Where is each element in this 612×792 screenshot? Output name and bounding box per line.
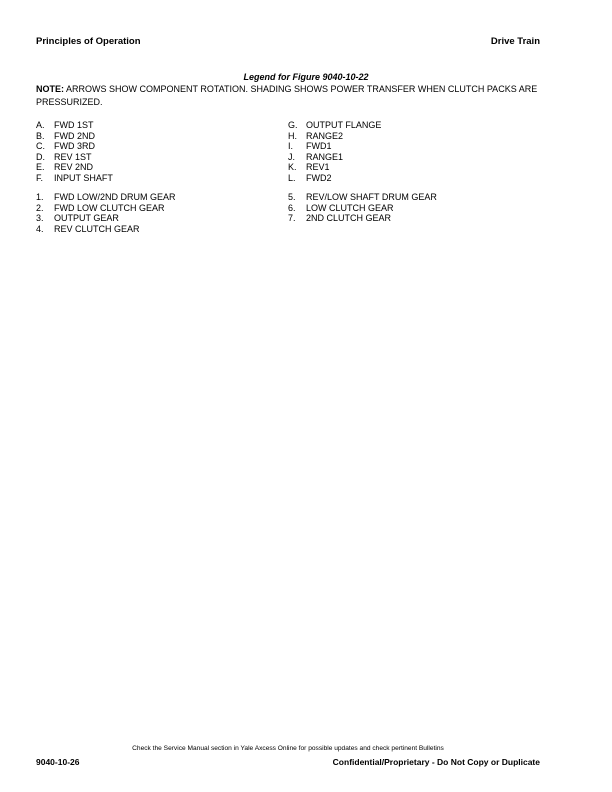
confidential-notice: Confidential/Proprietary - Do Not Copy or Duplicate (332, 757, 540, 767)
header-section-title: Principles of Operation (36, 36, 141, 47)
legend-key: A. (36, 120, 45, 130)
legend-text: FWD 1ST (54, 120, 94, 130)
legend-item (36, 141, 113, 152)
legend-title: Legend for Figure 9040-10-22 (243, 72, 369, 82)
legend-numbers-right (288, 192, 437, 224)
legend-letters-right (288, 120, 381, 183)
legend-key: 1. (36, 192, 44, 202)
page-number: 9040-10-26 (36, 757, 80, 767)
legend-item (36, 131, 113, 142)
legend-item (288, 213, 437, 224)
legend-key: 3. (36, 213, 44, 223)
legend-letters-left (36, 120, 113, 183)
legend-key: L. (288, 172, 296, 183)
footer-service-note: Check the Service Manual section in Yale Axcess Online for possible updates and check pertinent Bulletins (132, 745, 444, 752)
legend-numbers-left (36, 192, 176, 234)
legend-key: G. (288, 120, 298, 130)
legend-key: D. (36, 151, 45, 162)
legend-item (36, 152, 113, 163)
legend-item (288, 162, 381, 173)
legend-key: 7. (288, 213, 296, 223)
legend-key: F. (36, 172, 44, 183)
legend-note (36, 83, 556, 109)
legend-key: 6. (288, 202, 296, 213)
legend-item (288, 192, 437, 203)
legend-text: OUTPUT GEAR (54, 213, 119, 223)
legend-key: J. (288, 151, 296, 162)
legend-text: FWD LOW CLUTCH GEAR (54, 202, 165, 213)
legend-text: REV CLUTCH GEAR (54, 223, 140, 234)
legend-item (36, 162, 113, 173)
legend-text: INPUT SHAFT (54, 172, 113, 183)
legend-text: FWD1 (306, 141, 332, 151)
legend-key: 4. (36, 223, 44, 234)
legend-key: E. (36, 162, 45, 172)
legend-text: LOW CLUTCH GEAR (306, 202, 394, 213)
legend-key: C. (36, 141, 45, 151)
legend-item (288, 120, 381, 131)
legend-item (288, 203, 437, 214)
legend-text: REV1 (306, 162, 330, 172)
legend-text: RANGE1 (306, 151, 344, 162)
legend-text: REV 2ND (54, 162, 94, 172)
legend-text: FWD 2ND (54, 130, 95, 141)
legend-key: H. (288, 130, 297, 141)
legend-item (36, 192, 176, 203)
note-label: NOTE: (36, 84, 64, 94)
legend-item (288, 141, 381, 152)
note-text: ARROWS SHOW COMPONENT ROTATION. SHADING SHOWS POWER TRANSFER WHEN CLUTCH PACKS ARE PRESSURIZED. (36, 84, 538, 107)
legend-key: I. (288, 141, 294, 151)
legend-item (36, 173, 113, 184)
legend-text: FWD LOW/2ND DRUM GEAR (54, 192, 176, 202)
legend-item (288, 131, 381, 142)
legend-item (36, 203, 176, 214)
legend-text: 2ND CLUTCH GEAR (306, 213, 392, 223)
legend-text: FWD2 (306, 172, 332, 183)
legend-text: RANGE2 (306, 130, 344, 141)
legend-key: K. (288, 162, 297, 172)
legend-item (288, 152, 381, 163)
header-chapter-title: Drive Train (490, 36, 540, 47)
legend-item (36, 120, 113, 131)
legend-key: B. (36, 130, 45, 141)
legend-text: REV/LOW SHAFT DRUM GEAR (306, 192, 437, 202)
legend-item (288, 173, 381, 184)
legend-key: 2. (36, 202, 44, 213)
legend-item (36, 224, 176, 235)
legend-text: REV 1ST (54, 151, 92, 162)
legend-key: 5. (288, 192, 296, 202)
legend-item (36, 213, 176, 224)
legend-text: OUTPUT FLANGE (306, 120, 382, 130)
legend-text: FWD 3RD (54, 141, 95, 151)
